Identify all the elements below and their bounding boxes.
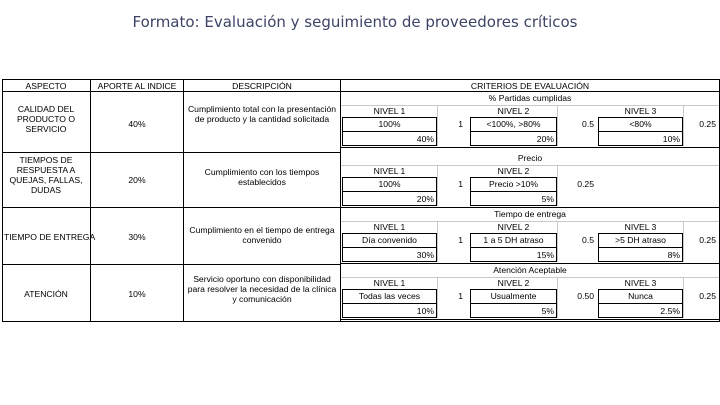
row-1-aporte: 40% (128, 119, 146, 129)
criteria-block-border (341, 263, 719, 264)
row-2-aspecto: TIEMPOS DE RESPUESTA A QUEJAS, FALLAS, DUDAS (9, 155, 83, 195)
criteria-title: Precio (517, 153, 543, 163)
row-4-aporte: 10% (128, 289, 146, 299)
group-divider (557, 166, 558, 206)
level-weight: 30% (416, 250, 434, 260)
row-2-aporte: 20% (128, 175, 146, 185)
criteria-title: Tiempo de entrega (494, 209, 566, 219)
level-points: 1 (458, 235, 463, 245)
group-divider (437, 222, 438, 262)
group-divider (437, 166, 438, 206)
header-aspecto: ASPECTO (25, 81, 67, 91)
group-divider (437, 106, 438, 146)
level-value: >5 DH atraso (615, 235, 666, 245)
level-value: Todas las veces (358, 291, 421, 301)
level-points: 0.5 (582, 119, 594, 129)
group-divider (437, 278, 438, 318)
level-points: 0.25 (577, 179, 594, 189)
group-divider (557, 106, 558, 146)
table-bottom-border (2, 321, 720, 322)
level-points: 1 (458, 119, 463, 129)
level-points: 1 (458, 291, 463, 301)
level-points: 0.5 (582, 235, 594, 245)
level-value: <100%, >80% (486, 119, 541, 129)
row-separator (2, 207, 340, 208)
table-top-border (2, 79, 720, 80)
row-3-descripcion: Cumplimiento en el tiempo de entrega convenido (189, 225, 335, 245)
level-value: Usualmente (490, 291, 537, 301)
criteria-block-border (341, 207, 719, 208)
group-divider (683, 106, 684, 146)
level-weight: 20% (536, 134, 554, 144)
level-weight: 10% (416, 306, 434, 316)
level-weight: 15% (536, 250, 554, 260)
criteria-block-border (341, 147, 719, 148)
level-weight: 20% (416, 194, 434, 204)
criteria-title: Atención Aceptable (493, 265, 567, 275)
header-criterios: CRITERIOS DE EVALUACIÓN (470, 81, 590, 91)
level-value: Nunca (628, 291, 653, 301)
row-4-descripcion: Servicio oportuno con disponibilidad para resolver la necesidad de la clínica y comunicación (187, 274, 337, 304)
level-label: NIVEL 2 (497, 222, 530, 232)
col-divider-1 (90, 79, 91, 322)
level-value: 100% (378, 179, 401, 189)
level-label: NIVEL 3 (624, 222, 657, 232)
level-weight: 10% (662, 134, 680, 144)
row-2-descripcion: Cumplimiento con los tiempos establecidos (204, 167, 320, 187)
level-label: NIVEL 1 (373, 166, 406, 176)
group-divider (683, 222, 684, 262)
level-weight: 2.5% (660, 306, 680, 316)
criteria-title: % Partidas cumplidas (488, 93, 572, 103)
level-value: <80% (629, 119, 652, 129)
level-value: 1 a 5 DH atraso (483, 235, 544, 245)
level-points: 0.25 (699, 235, 716, 245)
level-label: NIVEL 3 (624, 106, 657, 116)
level-weight: 5% (541, 194, 554, 204)
header-aporte: APORTE AL INDICE (97, 81, 177, 91)
row-4-aspecto: ATENCIÓN (24, 289, 68, 299)
level-label: NIVEL 2 (497, 166, 530, 176)
level-value: Día convenido (362, 235, 417, 245)
left-border (2, 79, 3, 322)
criteria-block-border (341, 319, 719, 320)
col-divider-3 (340, 79, 341, 322)
row-3-aspecto: TIEMPO DE ENTREGA (4, 232, 96, 242)
group-divider (557, 222, 558, 262)
level-weight: 40% (416, 134, 434, 144)
level-points: 0.25 (699, 291, 716, 301)
level-value: Precio >10% (489, 179, 538, 189)
col-divider-2 (183, 79, 184, 322)
level-label: NIVEL 1 (373, 278, 406, 288)
level-weight: 8% (667, 250, 680, 260)
row-3-aporte: 30% (128, 232, 146, 242)
row-1-aspecto: CALIDAD DEL PRODUCTO O SERVICIO (16, 104, 76, 134)
level-value: 100% (378, 119, 401, 129)
level-label: NIVEL 3 (624, 278, 657, 288)
level-label: NIVEL 1 (373, 106, 406, 116)
row-separator (2, 152, 340, 153)
page-title: Formato: Evaluación y seguimiento de proveedores críticos (132, 13, 578, 31)
level-label: NIVEL 1 (373, 222, 406, 232)
row-separator (2, 264, 340, 265)
row-1-descripcion: Cumplimiento total con la presentación de producto y la cantidad solicitada (187, 104, 337, 124)
level-points: 0.50 (577, 291, 594, 301)
group-divider (683, 278, 684, 318)
header-descripcion: DESCRIPCIÓN (232, 81, 292, 91)
level-points: 0.25 (699, 119, 716, 129)
group-divider (557, 278, 558, 318)
level-label: NIVEL 2 (497, 106, 530, 116)
header-bottom-border (2, 91, 720, 92)
level-points: 1 (458, 179, 463, 189)
level-weight: 5% (541, 306, 554, 316)
level-label: NIVEL 2 (497, 278, 530, 288)
